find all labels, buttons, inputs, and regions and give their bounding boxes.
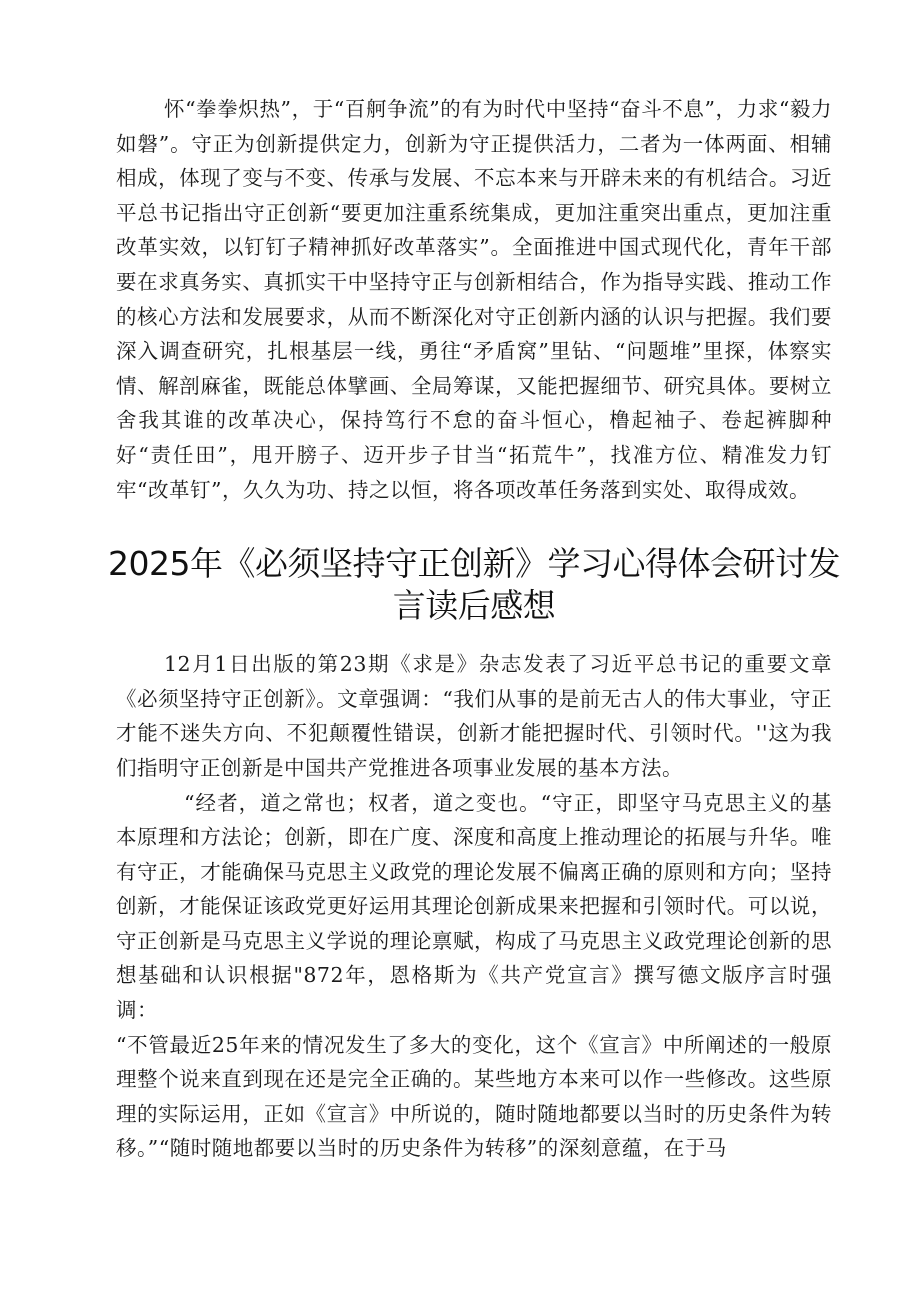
body-paragraph: 12月1日出版的第23期《求是》杂志发表了习近平总书记的重要文章《必须坚持守正创新》。文章强调：“我们从事的是前无古人的伟大事业，守正才能不迷失方向、不犯颠覆性错误，创新才能把握时代、引领时代。''这为我们指明守正创新是中国共产党推进各项事业发展的基本方法。 xyxy=(116,652,832,780)
body-paragraph: “不管最近25年来的情况发生了多大的变化，这个《宣言》中所阐述的一般原理整个说来直到现在还是完全正确的。某些地方本来可以作一些修改。这些原理的实际运用，正如《宣言》中所说的，随时随地都要以当时的历史条件为转移。”“随时随地都要以当时的历史条件为转移”的深刻意蕴，在于马 xyxy=(116,1032,832,1161)
document-body xyxy=(108,92,840,1166)
body-paragraph: “经者，道之常也；权者，道之变也。“守正，即坚守马克思主义的基本原理和方法论；创新，即在广度、深度和高度上推动理论的拓展与升华。唯有守正，才能确保马克思主义政党的理论发展不偏离正确的原则和方向；坚持创新，才能保证该政党更好运用其理论创新成果来把握和引领时代。可以说，守正创新是马克思主义学说的理论禀赋，构成了马克思主义政党理论创新的思想基础和认识根据"872年，恩格斯为《共产党宣言》撰写德文版序言时强调： xyxy=(116,790,832,1023)
body-paragraph: 怀“拳拳炽热”，于“百舸争流”的有为时代中坚持“奋斗不息”，力求“毅力如磐”。守正为创新提供定力，创新为守正提供活力，二者为一体两面、相辅相成，体现了变与不变、传承与发展、不忘本来与开辟未来的有机结合。习近平总书记指出守正创新“要更加注重系统集成，更加注重突出重点，更加注重改革实效，以钉钉子精神抓好改革落实”。全面推进中国式现代化，青年干部要在求真务实、真抓实干中坚持守正与创新相结合，作为指导实践、推动工作的核心方法和发展要求，从而不断深化对守正创新内涵的认识与把握。我们要深入调查研究，扎根基层一线，勇往“矛盾窝”里钻、“问题堆”里探，体察实情、解剖麻雀，既能总体擘画、全局筹谋，又能把握细节、研究具体。要树立舍我其谁的改革决心，保持笃行不怠的奋斗恒心，橹起袖子、卷起裤脚种好“责任田”，甩开膀子、迈开步子甘当“拓荒牛”，找准方位、精准发力钉牢“改革钉”，久久为功、持之以恒，将各项改革任务落到实处、取得成效。 xyxy=(116,97,832,502)
article-title: 2025年《必须坚持守正创新》学习心得体会研讨发言读后感想 xyxy=(108,544,840,626)
